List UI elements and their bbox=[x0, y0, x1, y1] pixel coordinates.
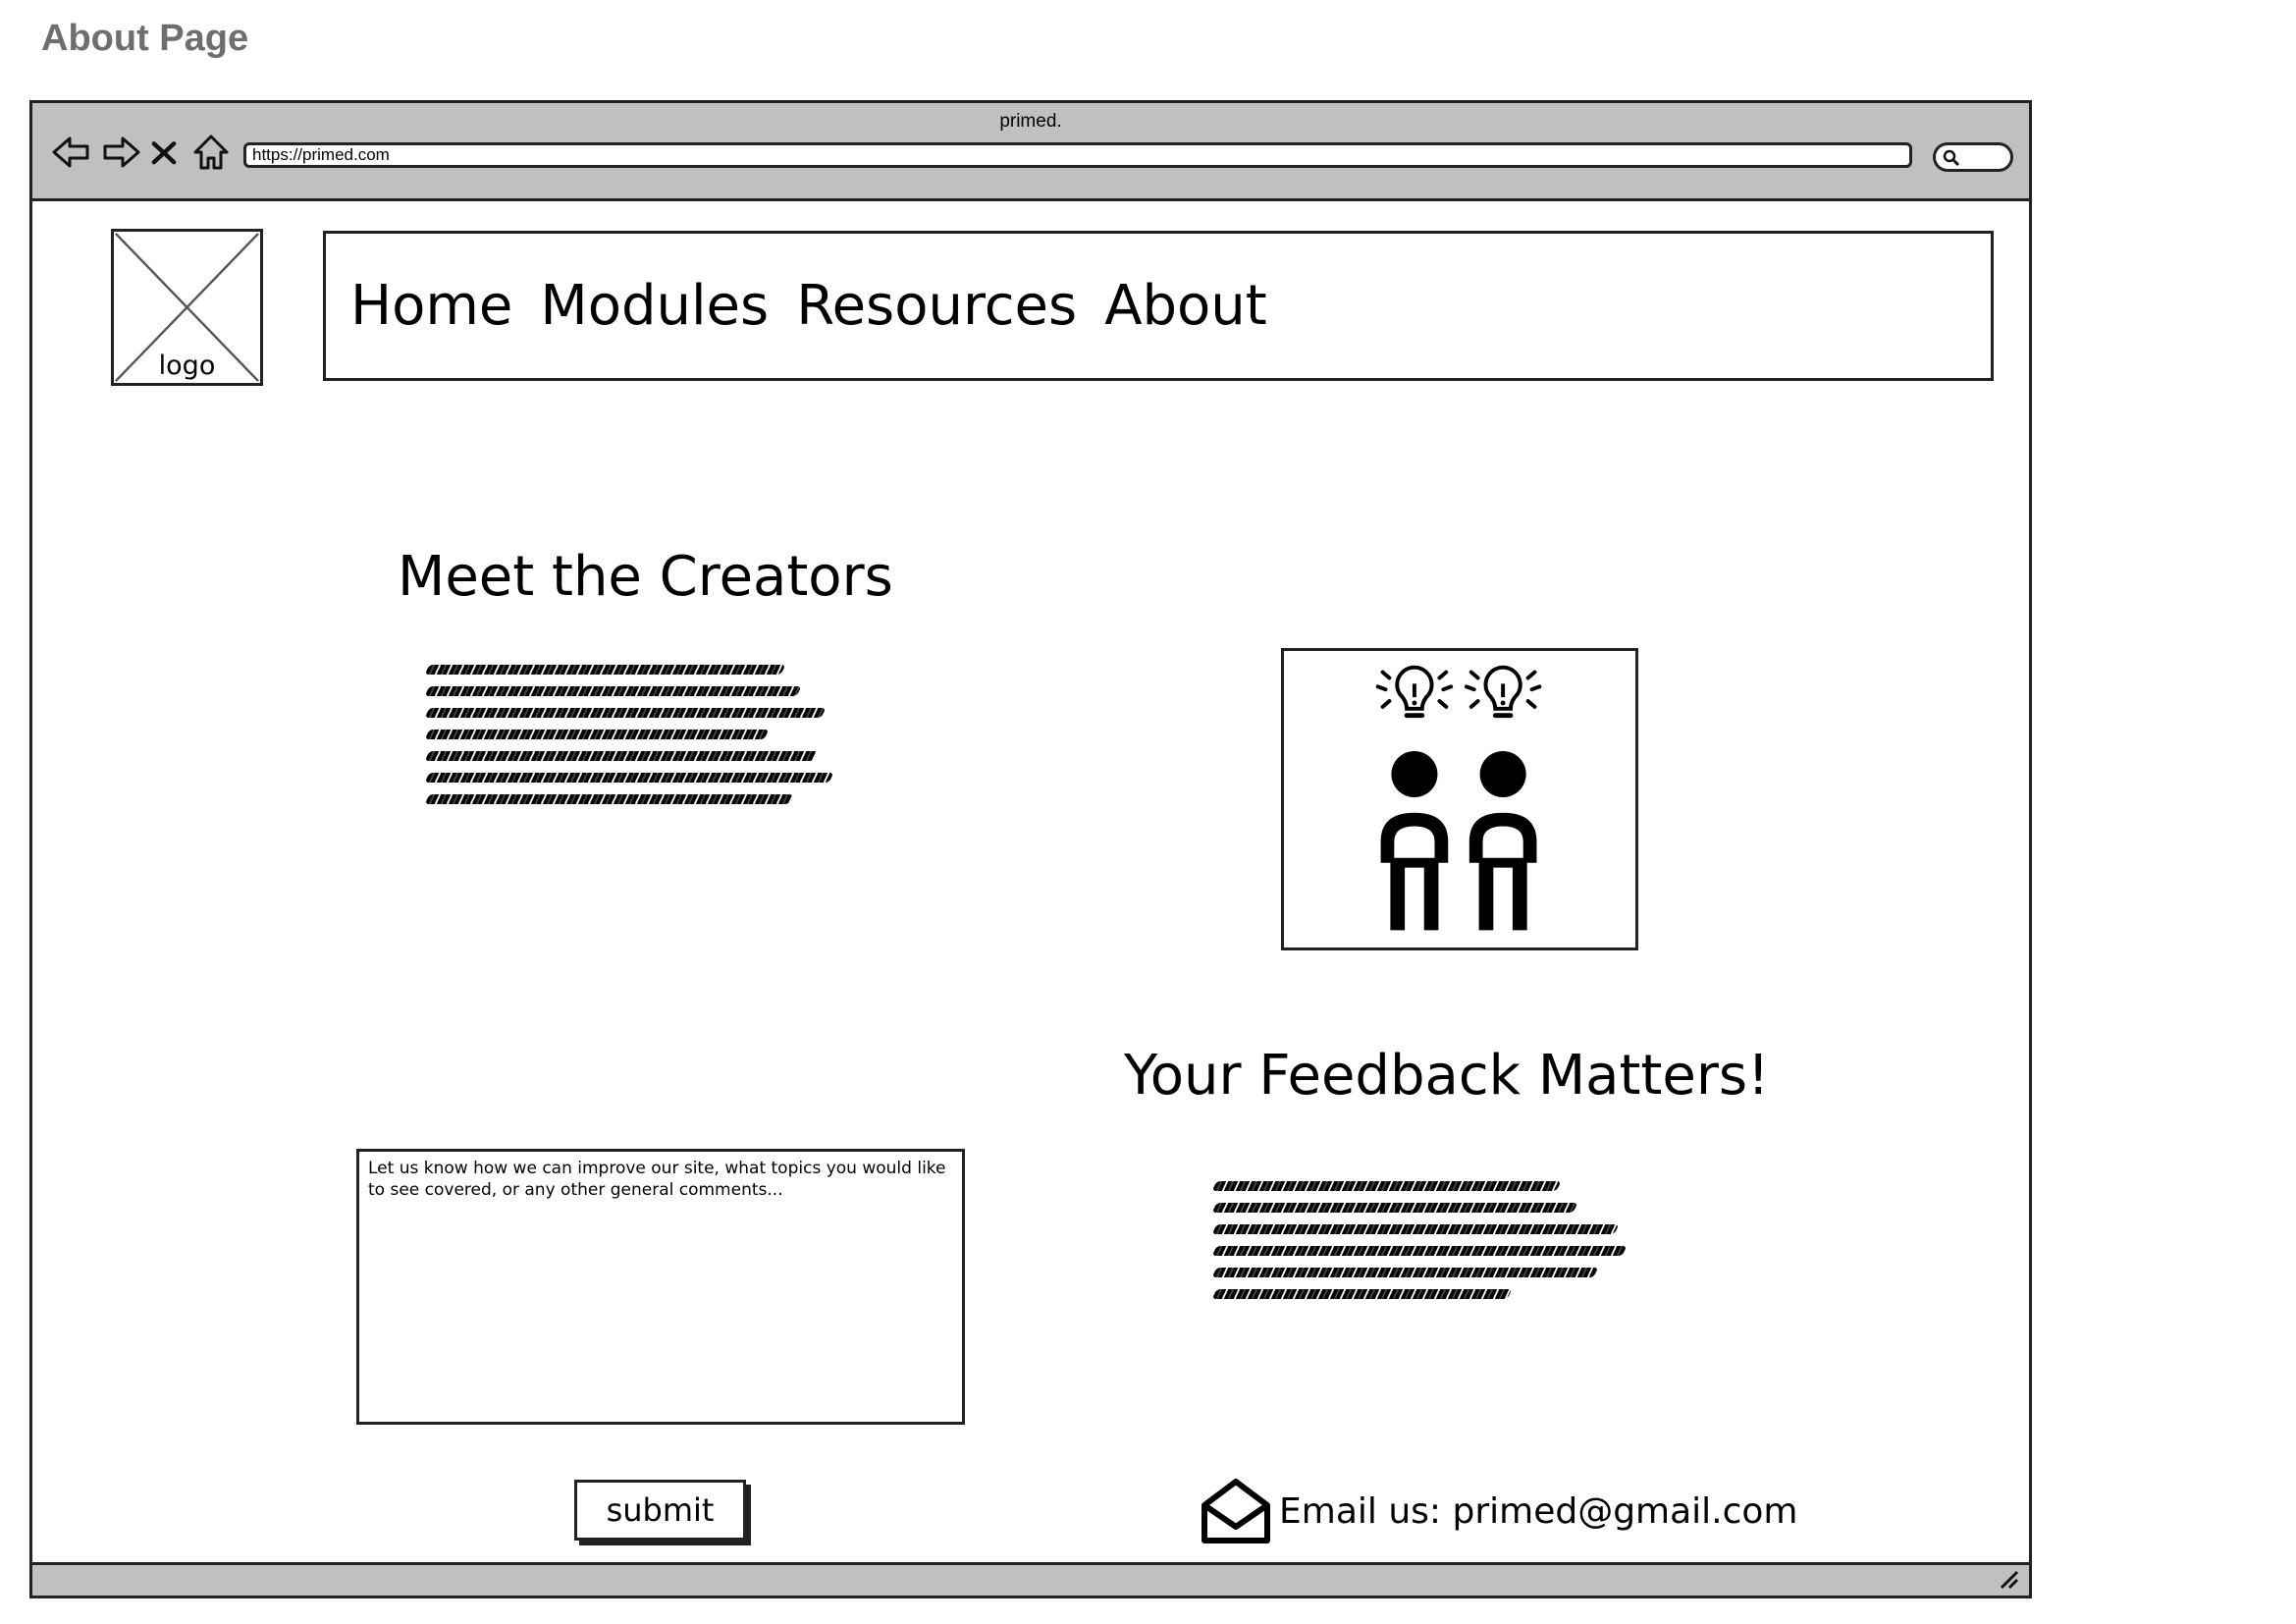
creators-image bbox=[1281, 648, 1638, 950]
browser-statusbar bbox=[32, 1562, 2029, 1596]
forward-arrow-icon[interactable] bbox=[99, 131, 142, 174]
envelope-icon bbox=[1201, 1476, 1271, 1546]
feedback-heading: Your Feedback Matters! bbox=[1124, 1044, 1770, 1108]
browser-window bbox=[29, 100, 2032, 1598]
logo-label: logo bbox=[158, 351, 216, 381]
submit-button[interactable]: submit bbox=[574, 1480, 746, 1541]
creators-heading: Meet the Creators bbox=[398, 545, 893, 609]
window-title: primed. bbox=[999, 111, 1062, 132]
creators-text-block bbox=[427, 665, 831, 816]
back-arrow-icon[interactable] bbox=[50, 131, 93, 174]
logo-placeholder[interactable] bbox=[111, 229, 263, 386]
feedback-textarea[interactable] bbox=[356, 1149, 965, 1425]
nav-resources[interactable]: Resources bbox=[796, 274, 1078, 338]
close-icon[interactable] bbox=[148, 131, 180, 174]
url-bar[interactable]: https://primed.com bbox=[243, 142, 1912, 168]
nav-modules[interactable]: Modules bbox=[540, 274, 770, 338]
email-text: Email us: primed@gmail.com bbox=[1279, 1490, 1798, 1532]
search-icon bbox=[1942, 148, 1961, 168]
nav-home[interactable]: Home bbox=[350, 274, 513, 338]
main-nav bbox=[323, 231, 1994, 381]
email-contact[interactable] bbox=[1201, 1476, 1798, 1546]
browser-titlebar bbox=[32, 103, 2029, 201]
two-people-lightbulb-icon bbox=[1284, 651, 1635, 947]
resize-grip-icon[interactable] bbox=[1998, 1568, 2021, 1592]
page-label: About Page bbox=[41, 18, 249, 59]
home-icon[interactable] bbox=[189, 131, 233, 174]
nav-about[interactable]: About bbox=[1104, 274, 1267, 338]
feedback-text-block bbox=[1214, 1181, 1625, 1311]
search-button[interactable] bbox=[1933, 142, 2013, 172]
